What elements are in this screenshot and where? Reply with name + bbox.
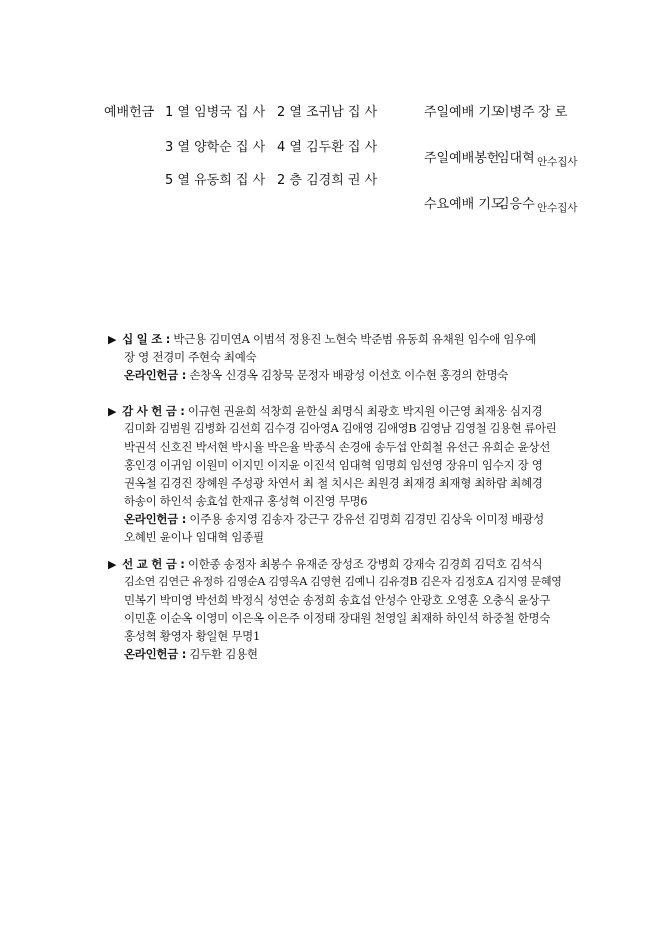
thanks-names-4: 홍인경 이귀임 이원미 이지민 이지윤 이진석 임대혁 임명희 임선영 장유미 임수지 장 영	[124, 458, 543, 472]
tithe-line-1	[108, 330, 563, 348]
prayer-name-3: 김응수	[497, 197, 535, 212]
thanks-names-2: 김미화 김범원 김병화 김선희 김수경 김아영A 김애영 김애영B 김영남 김영철 김용현 류아린	[124, 422, 557, 435]
thanks-online-names-2: 오혜빈 윤이나 임대혁 임종필	[124, 530, 264, 544]
prayer-role-3: 수요예배 기도	[424, 197, 504, 212]
bullet-icon: ▶	[108, 405, 117, 418]
tithe-label: 십 일 조 :	[122, 332, 171, 346]
prayer-role-2: 주일예배봉헌	[424, 151, 500, 166]
offering-duty-r2c1: 3 열 양학순 집 사	[165, 140, 266, 155]
mission-names-5: 홍성혁 황영자 황일현 무명1	[124, 629, 260, 643]
prayer-title-1: 장 로	[538, 105, 568, 120]
mission-names-2: 김소연 김연근 유정하 김영순A 김영옥A 김영현 김예니 김유경B 김은자 김정호A 김지영 문혜영	[124, 575, 562, 588]
offering-duty-r1c1: 1 열 임병국 집 사	[165, 105, 266, 120]
thanks-section	[108, 402, 563, 546]
mission-section	[108, 555, 563, 663]
thanks-names-1: 이규현 권윤희 석창희 윤한실 최명식 최광호 박지원 이근영 최재웅 심지경	[187, 404, 543, 418]
bullet-icon: ▶	[108, 558, 117, 571]
mission-online-line	[108, 645, 563, 663]
prayer-title-2: 안수집사	[537, 156, 578, 168]
prayer-title-3: 안수집사	[537, 202, 578, 214]
thanks-names-5: 권옥철 김경진 장혜원 주성광 차연서 최 철 치시은 최원경 최재경 최재형 최하람 최혜경	[124, 476, 543, 490]
offering-duty-r3c2: 2 층 김경희 권 사	[277, 173, 378, 188]
tithe-names-2: 장 영 전경미 주현숙 최예숙	[124, 350, 257, 364]
bullet-icon: ▶	[108, 333, 117, 346]
prayer-name-2: 임대혁	[497, 151, 535, 166]
tithe-online-label: 온라인헌금 :	[124, 368, 187, 382]
offering-duty-r1c2: 2 열 조귀남 집 사	[277, 105, 378, 120]
tithe-section	[108, 330, 563, 384]
thanks-names-6: 하송이 하인석 송효섭 한재규 홍성혁 이진영 무명6	[124, 494, 368, 508]
mission-online-names: 김두환 김용현	[189, 647, 258, 661]
thanks-online-label: 온라인헌금 :	[124, 512, 187, 526]
mission-line-1	[108, 555, 563, 573]
mission-online-label: 온라인헌금 :	[124, 647, 187, 661]
mission-names-1: 이한종 송정자 최봉수 유재준 장성조 강병희 강재숙 김경희 김덕호 김석식	[187, 557, 543, 571]
mission-names-4: 이민훈 이순옥 이영미 이은옥 이은주 이정태 장대원 천영일 최재하 하인석 하중철 한명숙	[124, 611, 551, 625]
prayer-name-1: 이병주	[497, 105, 535, 120]
thanks-online-names-1: 이주용 송지영 김송자 강근구 강유선 김명희 김경민 김상욱 이미정 배광성	[189, 512, 544, 526]
tithe-online-names: 손창옥 신경옥 김창묵 문정자 배광성 이선호 이수현 홍경의 한명숙	[189, 368, 509, 382]
mission-label: 선 교 헌 금 :	[122, 557, 185, 571]
offering-duty-label: 예배헌금	[104, 105, 155, 120]
thanks-online-line	[108, 510, 563, 528]
offering-duty-r2c2: 4 열 김두환 집 사	[277, 140, 378, 155]
offering-duty-r3c1: 5 열 유동희 집 사	[165, 173, 266, 188]
prayer-role-1: 주일예배 기도	[424, 105, 504, 120]
thanks-line-1	[108, 402, 563, 420]
tithe-names-1: 박근용 김미연A 이범석 정용진 노현숙 박준범 유동희 유채원 임수애 임우예	[173, 332, 536, 346]
tithe-online-line	[108, 366, 563, 384]
thanks-names-3: 박권석 신호진 박서현 박시율 박은율 박종식 손경애 송두섭 안희철 유선근 유희순 윤상선	[124, 440, 551, 454]
mission-names-3: 민복기 박미영 박선희 박정식 성연순 송정희 송효섭 안성수 안광호 오영훈 오충식 윤상구	[124, 593, 551, 607]
thanks-label: 감 사 헌 금 :	[122, 404, 185, 418]
